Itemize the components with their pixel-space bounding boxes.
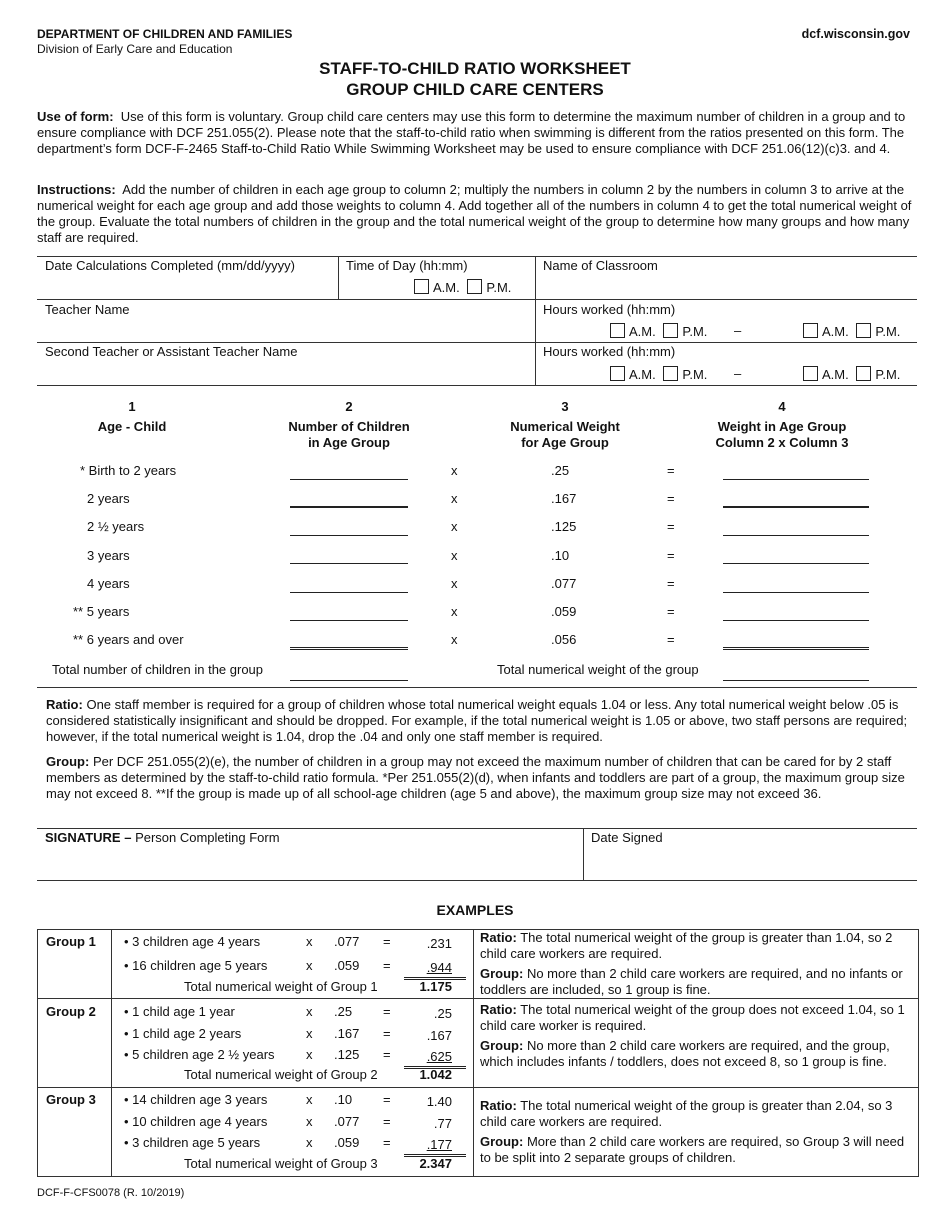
result-value: .231 <box>426 936 452 951</box>
times-sign: x <box>306 1026 313 1041</box>
example-item: • 1 child age 2 years <box>124 1026 242 1041</box>
result-value: .625 <box>426 1049 452 1064</box>
dash: – <box>734 366 742 381</box>
form-title <box>0 58 950 100</box>
weight-value: .167 <box>334 1026 360 1041</box>
weight-value: .10 <box>334 1092 353 1107</box>
age-label: * Birth to 2 years <box>80 463 177 478</box>
instructions-label: Instructions: <box>37 182 116 197</box>
second-teacher-label: Second Teacher or Assistant Teacher Name <box>45 344 298 359</box>
group-explanation: Ratio: The total numerical weight of the group does not exceed 1.04, so 1 child care worker is required. Group: No more than 2 child care workers are required, and the group, which includes infants / toddlers, does not exceed 8, so 1 group is fine. <box>480 1002 905 1069</box>
use-of-form-paragraph <box>37 109 915 157</box>
use-of-form-text: Use of this form is voluntary. Group child care centers may use this form to determine the maximum number of children in a group and to ensure compliance with DCF 251.055(2). Please note that the staff-to-child ratio when swimming is different from the ratios presented on this form. The department’s form DCF-F-2465 Staff-to-Child Ratio While Swimming Worksheet may be used to ensure compliance with DCF 251.06(12)(c)3. and 4. <box>37 109 906 156</box>
total-value: 2.347 <box>419 1156 452 1171</box>
department-header <box>37 27 292 57</box>
total-label: Total numerical weight of Group 2 <box>184 1067 378 1082</box>
count-field[interactable] <box>290 535 408 536</box>
times-sign: x <box>451 519 458 534</box>
equals-sign: = <box>667 519 675 534</box>
times-sign: x <box>451 548 458 563</box>
weight-value: .077 <box>551 576 577 591</box>
hours-end-ampm-1: A.M. P.M. <box>803 323 900 339</box>
result-field[interactable] <box>723 563 869 564</box>
count-field[interactable] <box>290 506 408 508</box>
equals-sign: = <box>667 491 675 506</box>
hours-worked-label-2: Hours worked (hh:mm) <box>543 344 676 359</box>
use-of-form-label: Use of form: <box>37 109 114 124</box>
group-explanation: Ratio: The total numerical weight of the group is greater than 2.04, so 3 child care workers are required. Group: More than 2 child care workers are required, so Group 3 will need to be split into 2 separate groups of children. <box>480 1098 905 1165</box>
times-sign: x <box>306 1004 313 1019</box>
date-signed-label: Date Signed <box>591 830 663 845</box>
teacher-name-label: Teacher Name <box>45 302 130 317</box>
am-checkbox[interactable] <box>803 323 818 338</box>
example-group-3 <box>38 1088 918 1176</box>
instructions-paragraph <box>37 182 915 246</box>
result-field[interactable] <box>723 620 869 621</box>
examples-heading: EXAMPLES <box>436 902 514 918</box>
age-label: 4 years <box>87 576 130 591</box>
weight-value: .125 <box>551 519 577 534</box>
col4-heading: 4 Weight in Age Group Column 2 x Column 3 <box>715 399 849 450</box>
weight-value: .059 <box>334 1135 360 1150</box>
website: dcf.wisconsin.gov <box>801 27 910 41</box>
result-value: .25 <box>433 1006 452 1021</box>
count-field[interactable] <box>290 563 408 564</box>
total-children-field[interactable] <box>290 680 408 681</box>
signature-label: SIGNATURE – Person Completing Form <box>45 830 280 845</box>
count-field[interactable] <box>290 620 408 621</box>
times-sign: x <box>306 1092 313 1107</box>
result-value: .167 <box>426 1028 452 1043</box>
am-checkbox[interactable] <box>803 366 818 381</box>
total-children-label: Total number of children in the group <box>52 662 264 677</box>
times-sign: x <box>306 958 313 973</box>
weight-value: .077 <box>334 934 360 949</box>
result-value: .177 <box>426 1137 452 1152</box>
pm-checkbox[interactable] <box>663 323 678 338</box>
ratio-paragraph: Ratio: One staff member is required for a group of children whose total numerical weight equals 1.04 or less. Any total numerical weight below .05 is considered statistically insignificant and should be dropped. For example, if the total numerical weight is 1.05 or above, two staff persons are required; however, if the total numerical weight is 1.04, drop the .04 and only one staff member is required. <box>46 697 908 744</box>
weight-value: .125 <box>334 1047 360 1062</box>
count-field[interactable] <box>290 592 408 593</box>
times-sign: x <box>306 1114 313 1129</box>
count-field[interactable] <box>290 647 408 650</box>
hours-start-ampm-1: A.M. P.M. <box>610 323 707 339</box>
equals-sign: = <box>383 1004 391 1019</box>
title-line-1: STAFF-TO-CHILD RATIO WORKSHEET <box>319 59 631 78</box>
time-ampm: A.M. P.M. <box>414 279 511 295</box>
col3-heading: 3 Numerical Weight for Age Group <box>510 399 620 450</box>
count-field[interactable] <box>290 479 408 480</box>
weight-value: .056 <box>551 632 577 647</box>
col1-heading: 1 Age - Child <box>97 399 167 434</box>
equals-sign: = <box>383 1092 391 1107</box>
example-item: • 5 children age 2 ½ years <box>124 1047 275 1062</box>
weight-value: .25 <box>334 1004 353 1019</box>
example-item: • 16 children age 5 years <box>124 958 268 973</box>
age-label: ** 5 years <box>73 604 130 619</box>
classroom-label: Name of Classroom <box>543 258 658 273</box>
col2-heading: 2 Number of Children in Age Group <box>288 399 410 450</box>
times-sign: x <box>306 1047 313 1062</box>
equals-sign: = <box>667 463 675 478</box>
am-checkbox[interactable] <box>414 279 429 294</box>
equals-sign: = <box>383 1135 391 1150</box>
example-item: • 10 children age 4 years <box>124 1114 268 1129</box>
equals-sign: = <box>667 576 675 591</box>
times-sign: x <box>451 576 458 591</box>
pm-checkbox[interactable] <box>663 366 678 381</box>
group-name: Group 1 <box>46 934 96 949</box>
example-item: • 3 children age 4 years <box>124 934 261 949</box>
times-sign: x <box>451 463 458 478</box>
dash: – <box>734 323 742 338</box>
total-label: Total numerical weight of Group 1 <box>184 979 378 994</box>
example-item: • 14 children age 3 years <box>124 1092 268 1107</box>
example-item: • 1 child age 1 year <box>124 1004 235 1019</box>
example-group-2 <box>38 999 918 1088</box>
age-label: ** 6 years and over <box>73 632 184 647</box>
total-weight-field[interactable] <box>723 680 869 681</box>
times-sign: x <box>451 604 458 619</box>
age-label: 2 ½ years <box>87 519 145 534</box>
group-name: Group 2 <box>46 1004 96 1019</box>
pm-checkbox[interactable] <box>856 366 871 381</box>
equals-sign: = <box>383 934 391 949</box>
am-checkbox[interactable] <box>610 366 625 381</box>
hours-worked-label-1: Hours worked (hh:mm) <box>543 302 676 317</box>
times-sign: x <box>451 632 458 647</box>
department-name: DEPARTMENT OF CHILDREN AND FAMILIES <box>37 27 293 41</box>
times-sign: x <box>306 1135 313 1150</box>
age-label: 2 years <box>87 491 130 506</box>
weight-value: .10 <box>551 548 570 563</box>
total-weight-label: Total numerical weight of the group <box>497 662 699 677</box>
equals-sign: = <box>667 604 675 619</box>
weight-value: .167 <box>551 491 577 506</box>
example-group-1 <box>38 930 918 999</box>
equals-sign: = <box>383 1026 391 1041</box>
time-of-day-label: Time of Day (hh:mm) <box>346 258 468 273</box>
result-field[interactable] <box>723 647 869 650</box>
total-value: 1.042 <box>419 1067 452 1082</box>
equals-sign: = <box>667 632 675 647</box>
equals-sign: = <box>383 958 391 973</box>
date-calc-label: Date Calculations Completed (mm/dd/yyyy) <box>45 258 295 273</box>
equals-sign: = <box>383 1047 391 1062</box>
am-checkbox[interactable] <box>610 323 625 338</box>
weight-value: .25 <box>551 463 570 478</box>
total-label: Total numerical weight of Group 3 <box>184 1156 378 1171</box>
result-field[interactable] <box>723 592 869 593</box>
group-name: Group 3 <box>46 1092 96 1107</box>
result-value: .944 <box>426 960 452 975</box>
examples-table <box>37 929 919 1177</box>
instructions-text: Add the number of children in each age group to column 2; multiply the numbers in column 2 by the numbers in column 3 to arrive at the numerical weight for each age group and add those weights to column 4. Add together all of the numbers in column 4 to get the total numerical weight of the group. Evaluate the total numbers of children in the group and the total numerical weight of the group to determine how many groups and how many staff are required. <box>37 182 912 245</box>
result-field[interactable] <box>723 479 869 480</box>
result-field[interactable] <box>723 535 869 536</box>
times-sign: x <box>451 491 458 506</box>
weight-value: .077 <box>334 1114 360 1129</box>
result-value: 1.40 <box>426 1094 452 1109</box>
total-value: 1.175 <box>419 979 452 994</box>
age-label: 3 years <box>87 548 130 563</box>
weight-value: .059 <box>334 958 360 973</box>
title-line-2: GROUP CHILD CARE CENTERS <box>346 80 604 99</box>
pm-checkbox[interactable] <box>856 323 871 338</box>
equals-sign: = <box>383 1114 391 1129</box>
equals-sign: = <box>667 548 675 563</box>
form-number: DCF-F-CFS0078 (R. 10/2019) <box>37 1187 185 1199</box>
division-name: Division of Early Care and Education <box>37 42 233 56</box>
hours-end-ampm-2: A.M. P.M. <box>803 366 900 382</box>
hours-start-ampm-2: A.M. P.M. <box>610 366 707 382</box>
group-explanation: Ratio: The total numerical weight of the group is greater than 1.04, so 2 child care workers are required. Group: No more than 2 child care workers are required, and no infants or toddlers are included, so 1 group is fine. <box>480 930 903 997</box>
result-field[interactable] <box>723 506 869 508</box>
pm-checkbox[interactable] <box>467 279 482 294</box>
weight-value: .059 <box>551 604 577 619</box>
group-paragraph: Group: Per DCF 251.055(2)(e), the number of children in a group may not exceed the maximum number of children that can be cared for by 2 staff members as determined by the staff-to-child ratio formula. *Per 251.055(2)(d), when infants and toddlers are part of a group, the maximum group size may not exceed 8. **If the group is made up of all school-age children (age 5 and above), the maximum group size may not exceed 36. <box>46 754 905 801</box>
example-item: • 3 children age 5 years <box>124 1135 261 1150</box>
times-sign: x <box>306 934 313 949</box>
result-value: .77 <box>433 1116 452 1131</box>
